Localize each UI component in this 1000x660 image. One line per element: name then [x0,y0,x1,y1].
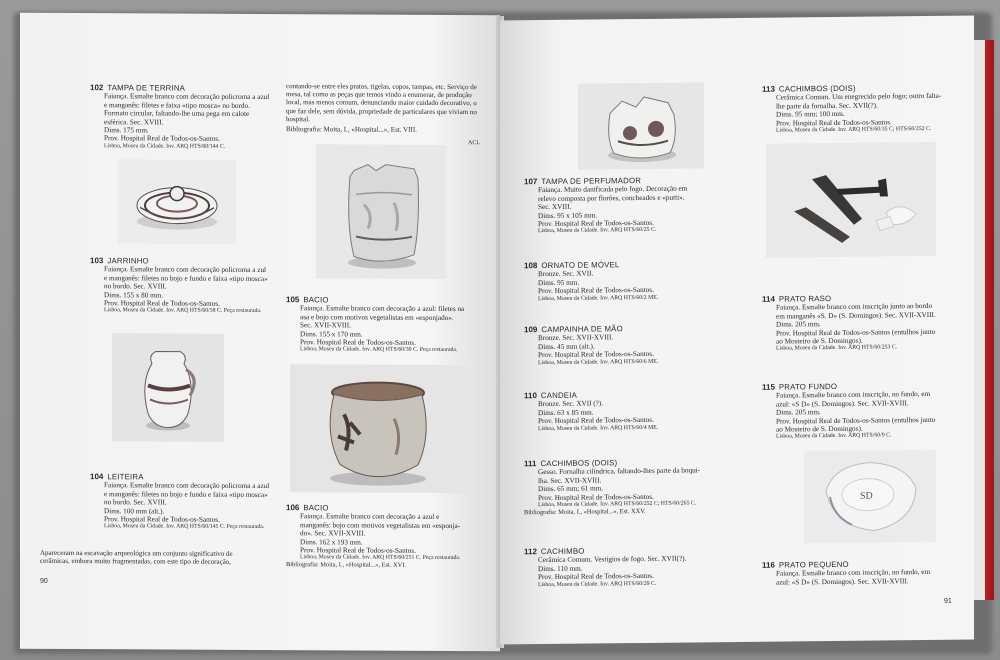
entry-line: e manganês: filetes no bojo e fundo e faixa «tipo mosca» [104,489,268,499]
entry-line: relevo composta por florões, concheados e «putti». [538,193,685,203]
entry-title: PRATO FUNDO [778,381,838,392]
entry-line: Prov. Hospital Real de Todos-os-Santos. [538,492,654,502]
intro-paragraph [286,82,486,134]
entry-number: 105 [286,295,300,305]
entry-line: Prov. Hospital Real de Todos-os-Santos. [538,286,654,296]
entry-reference: Lisboa, Museu da Cidade. Inv. ARQ HTS/60/251 C. Peça restaurada. [300,554,461,562]
catalog-entry-112 [524,546,754,589]
entry-number: 112 [524,547,537,557]
catalog-entry-105 [286,296,496,355]
paragraph-line: contando-se entre eles pratos, tigelas, copos, tampas, etc. Serviço de [286,82,477,92]
paragraph-line: Apareceram na escavação arqueológica um conjunto significativo de [40,548,233,558]
pipes-photo [766,142,936,258]
entry-title: PRATO PEQUENO [778,559,849,570]
entry-reference: Lisboa, Museu da Cidade. Inv. ARQ HTS/60/25 C. [538,227,657,235]
entry-title: ORNATO DE MÓVEL [541,260,620,271]
entry-number: 116 [762,560,775,570]
entry-title: BACIO [303,295,329,305]
page-number: 90 [40,577,48,585]
entry-title: TAMPA DE TERRINA [107,83,186,93]
entry-number: 109 [524,325,538,335]
entry-line: esférica. Sec. XVIII. [104,117,164,127]
page-number: 91 [944,597,952,605]
catalog-entry-103 [90,257,310,316]
entry-line: Prov. Hospital Real de Todos-os-Santos. [104,299,220,308]
entry-line: Prov. Hospital Real de Todos-os-Santos. [104,515,220,524]
entry-line: Bronze. Sec. XVII (?). [538,399,604,409]
svg-text:SD: SD [860,490,873,502]
entry-line: asa e bojo com motivos vegetalistas em «esponjado». [300,313,454,322]
bibliography: Bibliografia: Moita, I., «Hospital...», Est. VIII. [286,125,417,134]
entry-line: Faiança. Esmalte branco com inscrição, no fundo, em [776,568,931,578]
catalog-entry-111 [524,458,764,517]
entry-reference: Lisboa, Museu da Cidade. Inv. ARQ HTS/60/252 C; HTS/60/265 C. [538,500,697,509]
entry-line: Formato circular, faltando-lhe uma pega em calote [104,109,250,119]
entry-line: Dims. 63 x 85 mm. [538,408,594,417]
entry-line: Faiança. Esmalte branco com inscrição, no fundo, em [776,390,931,400]
entry-line: Bronze. Sec. XVII. [538,269,594,279]
entry-line: Gesso. Fornalha cilíndrica, faltando-lhes parte da boqui- [538,466,701,477]
entry-line: em manganês «S. D» (S. Domingos). Sec. XVII-XVIII. [776,310,936,321]
entry-line: azul: «S D» (S. Domingos). Sec. XVII-XVIII. [776,399,909,409]
catalog-entry-110 [524,390,754,433]
entry-title: CACHIMBOS (DOIS) [778,83,856,94]
entry-line: Sec. XVII-XVIII. [300,321,351,330]
entry-line: Dims. 65 mm; 61 mm. [538,484,604,494]
catalog-entry-114 [762,294,968,354]
entry-line: Sec. XVIII. [538,202,572,212]
entry-line: Cerâmica Comum. Vestígios de fogo. Sec. XVII(?). [538,554,687,565]
entry-line: Prov. Hospital Real de Todos-os-Santos (entulhos junto [776,327,936,338]
catalog-entry-113 [762,84,968,135]
entry-title: JARRINHO [107,256,149,266]
entry-line: Faiança. Esmalte branco com decoração a azul e [300,512,440,522]
entry-number: 108 [524,261,538,271]
entry-line: Dims. 205 mm. [776,320,821,329]
catalog-entry-115 [762,382,968,442]
entry-title: CACHIMBOS (DOIS) [540,458,618,469]
entry-line: Dims. 205 mm. [776,408,821,417]
paragraph-line: cerâmicas, embora muito fragmentadas, com este tipo de decoração, [40,557,232,567]
tureen-lid-photo [118,159,236,244]
entry-number: 106 [286,503,300,513]
entry-line: azul: «S D» (S. Domingos). Sec. XVII-XVIII. [776,577,909,587]
entry-reference: Lisboa, Museu da Cidade. Inv. ARQ HTS/60/29 C. [538,580,657,588]
catalog-entry-116 [762,560,968,587]
entry-title: CACHIMBO [540,546,585,557]
entry-line: Prov. Hospital Real de Todos-os-Santos. [300,338,416,347]
entry-reference: Lisboa, Museu da Cidade. Inv. ARQ HTS/60/2 ME. [538,294,659,302]
entry-line: manganês: bojo com motivos vegetalistas em «esponja- [300,521,461,530]
entry-line: ao Mosteiro de S. Domingos). [776,336,863,346]
entry-line: Prov. Hospital Real de Todos-os-Santos. [538,416,654,426]
entry-reference: Lisboa, Museu da Cidade. Inv. ARQ HTS/60/35 C; HTS/60/252 C. [776,125,932,134]
entry-line: Dims. 95 x 105 mm. [538,211,598,220]
bibliography: Bibliografia: Moita, I., «Hospital...», Est. XXV. [524,507,646,517]
entry-line: Bronze. Sec. XVII-XVIII. [538,333,614,343]
bibliography: Bibliografia: Moita, I., «Hospital...», Est. XVI. [286,561,406,570]
entry-line: Faiança. Esmalte branco com decoração policroma a azul [104,92,270,102]
entry-reference: Lisboa, Museu da Cidade. Inv. ARQ HTS/60/253 C. [776,344,898,353]
entry-line: Faiança. Muito danificada pelo fogo. Decoração em [538,184,688,195]
paragraph-line: que faz dele, sem dúvida, propriedade de particulares que viviam no [286,106,477,116]
entry-number: 115 [762,382,775,392]
entry-line: do». Sec. XVII-XVIII. [300,529,366,538]
entry-number: 113 [762,84,775,94]
entry-line: Prov. Hospital Real de Todos-os-Santos. [300,546,416,555]
catalog-entry-108 [524,260,754,303]
entry-number: 110 [524,391,537,401]
entry-line: lha. Sec. XVII-XVIII. [538,476,602,485]
entry-line: Prov. Hospital Real de Todos-os-Santos. [538,350,654,360]
entry-line: e manganês: filetes e faixa «tipo mosca» no bordo. [104,100,250,110]
entry-number: 103 [90,256,104,266]
entry-title: TAMPA DE PERFUMADOR [541,176,642,187]
entry-line: Dims. 155 x 80 mm. [104,290,164,300]
jug-photo [112,333,224,442]
entry-line: Faiança. Esmalte branco com inscrição junto ao bordo [776,302,933,312]
entry-line: Prov. Hospital Real de Todos-os-Santos (entulhos junto [776,415,936,426]
entry-line: e manganês: filetes no bojo e fundo e faixa «tipo mosca» [104,273,268,283]
bottom-paragraph [40,549,290,567]
catalog-entry-107 [524,176,754,236]
entry-reference: Lisboa, Museu da Cidade. Inv. ARQ HTS/60/30 C. Peça restaurada. [300,346,458,354]
entry-title: BACIO [303,503,329,513]
entry-number: 104 [90,472,104,482]
entry-line: Dims. 45 mm (alt.). [538,342,595,351]
left-page [20,13,500,652]
book-cover-edge [974,40,994,600]
entry-title: LEITEIRA [107,472,144,482]
entry-line: Dims. 155 x 170 mm. [300,329,363,339]
entry-line: Dims. 162 x 193 mm. [300,537,363,547]
entry-line: Prov. Hospital Real de Todos-os-Santos. [538,572,654,582]
entry-line: Faiança. Esmalte branco com decoração policroma a azul [104,481,270,491]
entry-reference: Lisboa, Museu da Cidade. Inv. ARQ HTS/60/144 C. [104,143,226,150]
entry-line: ao Mosteiro de S. Domingos). [776,424,863,434]
entry-number: 107 [524,177,538,187]
entry-line: Dims. 175 mm. [104,126,149,135]
entry-line: Prov. Hospital Real de Todos-os-Santos. [104,134,220,144]
entry-line: Cerâmica Comum. Um enegrecido pelo fogo; outro falta- [776,92,942,102]
entry-line: Dims. 95 mm. [538,278,580,287]
catalog-entry-109 [524,324,754,367]
entry-line: Prov. Hospital Real de Todos-os-Santos. [538,218,654,229]
deep-plate-photo [804,450,936,543]
right-page [500,16,974,645]
entry-reference: Lisboa, Museu da Cidade. Inv. ARQ HTS/60/9 C. [776,432,892,441]
perfume-lid-photo [578,82,704,169]
entry-title: CAMPAINHA DE MÃO [541,324,623,335]
chamber-pot-photo [290,364,468,493]
entry-line: Faiança. Esmalte branco com decoração a azul: filetes na [300,304,465,314]
entry-reference: Lisboa, Museu da Cidade. Inv. ARQ HTS/60/58 C. Peça restaurada. [104,307,262,315]
entry-number: 102 [90,83,104,93]
entry-line: Dims. 100 mm (alt.). [104,506,165,516]
entry-line: Faiança. Esmalte branco com decoração policroma a zul [104,265,267,275]
catalog-entry-104 [90,473,310,532]
entry-reference: Lisboa, Museu da Cidade. Inv. ARQ HTS/60/4 ME. [538,424,659,432]
chamber-pot-photo [316,144,446,279]
catalog-entry-102 [90,84,310,151]
entry-line: no bordo. Sec. XVIII. [104,498,167,507]
entry-title: PRATO RASO [778,294,832,304]
entry-line: Dims. 110 mm. [538,564,583,573]
entry-line: no bordo. Sec. XVIII. [104,282,167,291]
entry-line: lhe parte da fornalha. Sec. XVII(?). [776,101,878,111]
paragraph-line: hospital. [286,114,310,124]
paragraph-line: local, mas menos comum, denunciando maior cuidado decorativo, o [286,98,477,108]
catalog-entry-106 [286,504,496,570]
entry-reference: Lisboa, Museu da Cidade. Inv. ARQ HTS/60/145 C. Peça restaurada. [104,523,265,531]
author-initials: ACL [468,140,480,147]
entry-title: CANDEIA [540,390,577,401]
entry-line: Prov. Hospital Real de Todos-os-Santos. [776,118,892,128]
entry-number: 111 [524,459,537,469]
paragraph-line: mesa, tal como as peças que temos vindo a enumerar, de produção [286,90,472,100]
entry-reference: Lisboa, Museu da Cidade. Inv. ARQ HTS/60/6 ME. [538,358,659,366]
entry-number: 114 [762,294,775,304]
entry-line: Dims. 95 mm; 100 mm. [776,110,845,119]
